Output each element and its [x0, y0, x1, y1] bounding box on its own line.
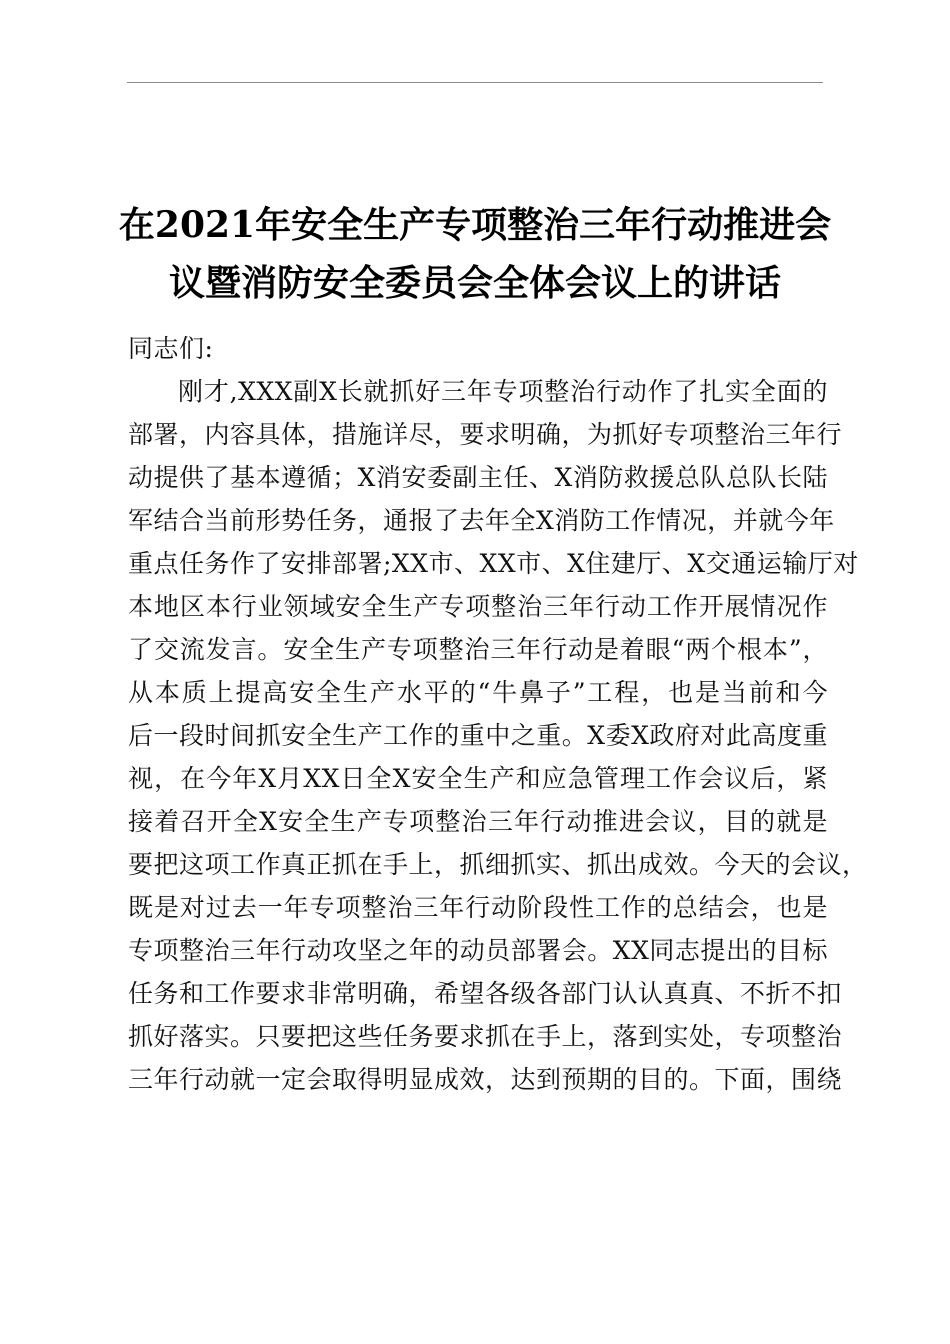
salutation: 同志们: [128, 334, 214, 363]
title-line-1: 在2021年安全生产专项整治三年行动推进会 [118, 204, 832, 246]
paragraph-line: 从本质上提高安全生产水平的“牛鼻子”工程，也是当前和今 [128, 678, 828, 707]
paragraph-line: 专项整治三年行动攻坚之年的动员部署会。XX同志提出的目标 [128, 936, 828, 965]
paragraph-line: 重点任务作了安排部署;XX市、XX市、X住建厅、X交通运输厅对 [128, 549, 859, 578]
header-rule [127, 82, 823, 83]
paragraph-line: 接着召开全X安全生产专项整治三年行动推进会议，目的就是 [128, 807, 828, 836]
paragraph-line: 视，在今年X月XX日全X安全生产和应急管理工作会议后，紧 [128, 764, 828, 793]
title-line-2: 议暨消防安全委员会全体会议上的讲话 [168, 262, 781, 304]
paragraph-line: 任务和工作要求非常明确，希望各级各部门认认真真、不折不扣 [128, 979, 843, 1008]
paragraph-line: 动提供了基本遵循；X消安委副主任、X消防救援总队总队长陆 [128, 463, 828, 492]
paragraph-line: 后一段时间抓安全生产工作的重中之重。X委X政府对此高度重 [128, 721, 828, 750]
paragraph-line: 要把这项工作真正抓在手上，抓细抓实、抓出成效。今天的会议， [128, 850, 868, 879]
paragraph-line: 了交流发言。安全生产专项整治三年行动是着眼“两个根本”， [128, 635, 828, 664]
paragraph-line: 本地区本行业领域安全生产专项整治三年行动工作开展情况作 [128, 592, 828, 621]
paragraph-line: 军结合当前形势任务，通报了去年全X消防工作情况，并就今年 [128, 506, 835, 535]
speech-title [100, 196, 850, 312]
speech-body [128, 327, 868, 1101]
paragraph-line: 刚才,XXX副X长就抓好三年专项整治行动作了扎实全面的 [178, 377, 828, 406]
paragraph-line: 三年行动就一定会取得明显成效，达到预期的目的。下面，围绕 [128, 1065, 843, 1094]
paragraph-line: 抓好落实。只要把这些任务要求抓在手上，落到实处，专项整治 [128, 1022, 843, 1051]
paragraph-line: 既是对过去一年专项整治三年行动阶段性工作的总结会，也是 [128, 893, 828, 922]
paragraph-line: 部署，内容具体，措施详尽，要求明确，为抓好专项整治三年行 [128, 420, 843, 449]
